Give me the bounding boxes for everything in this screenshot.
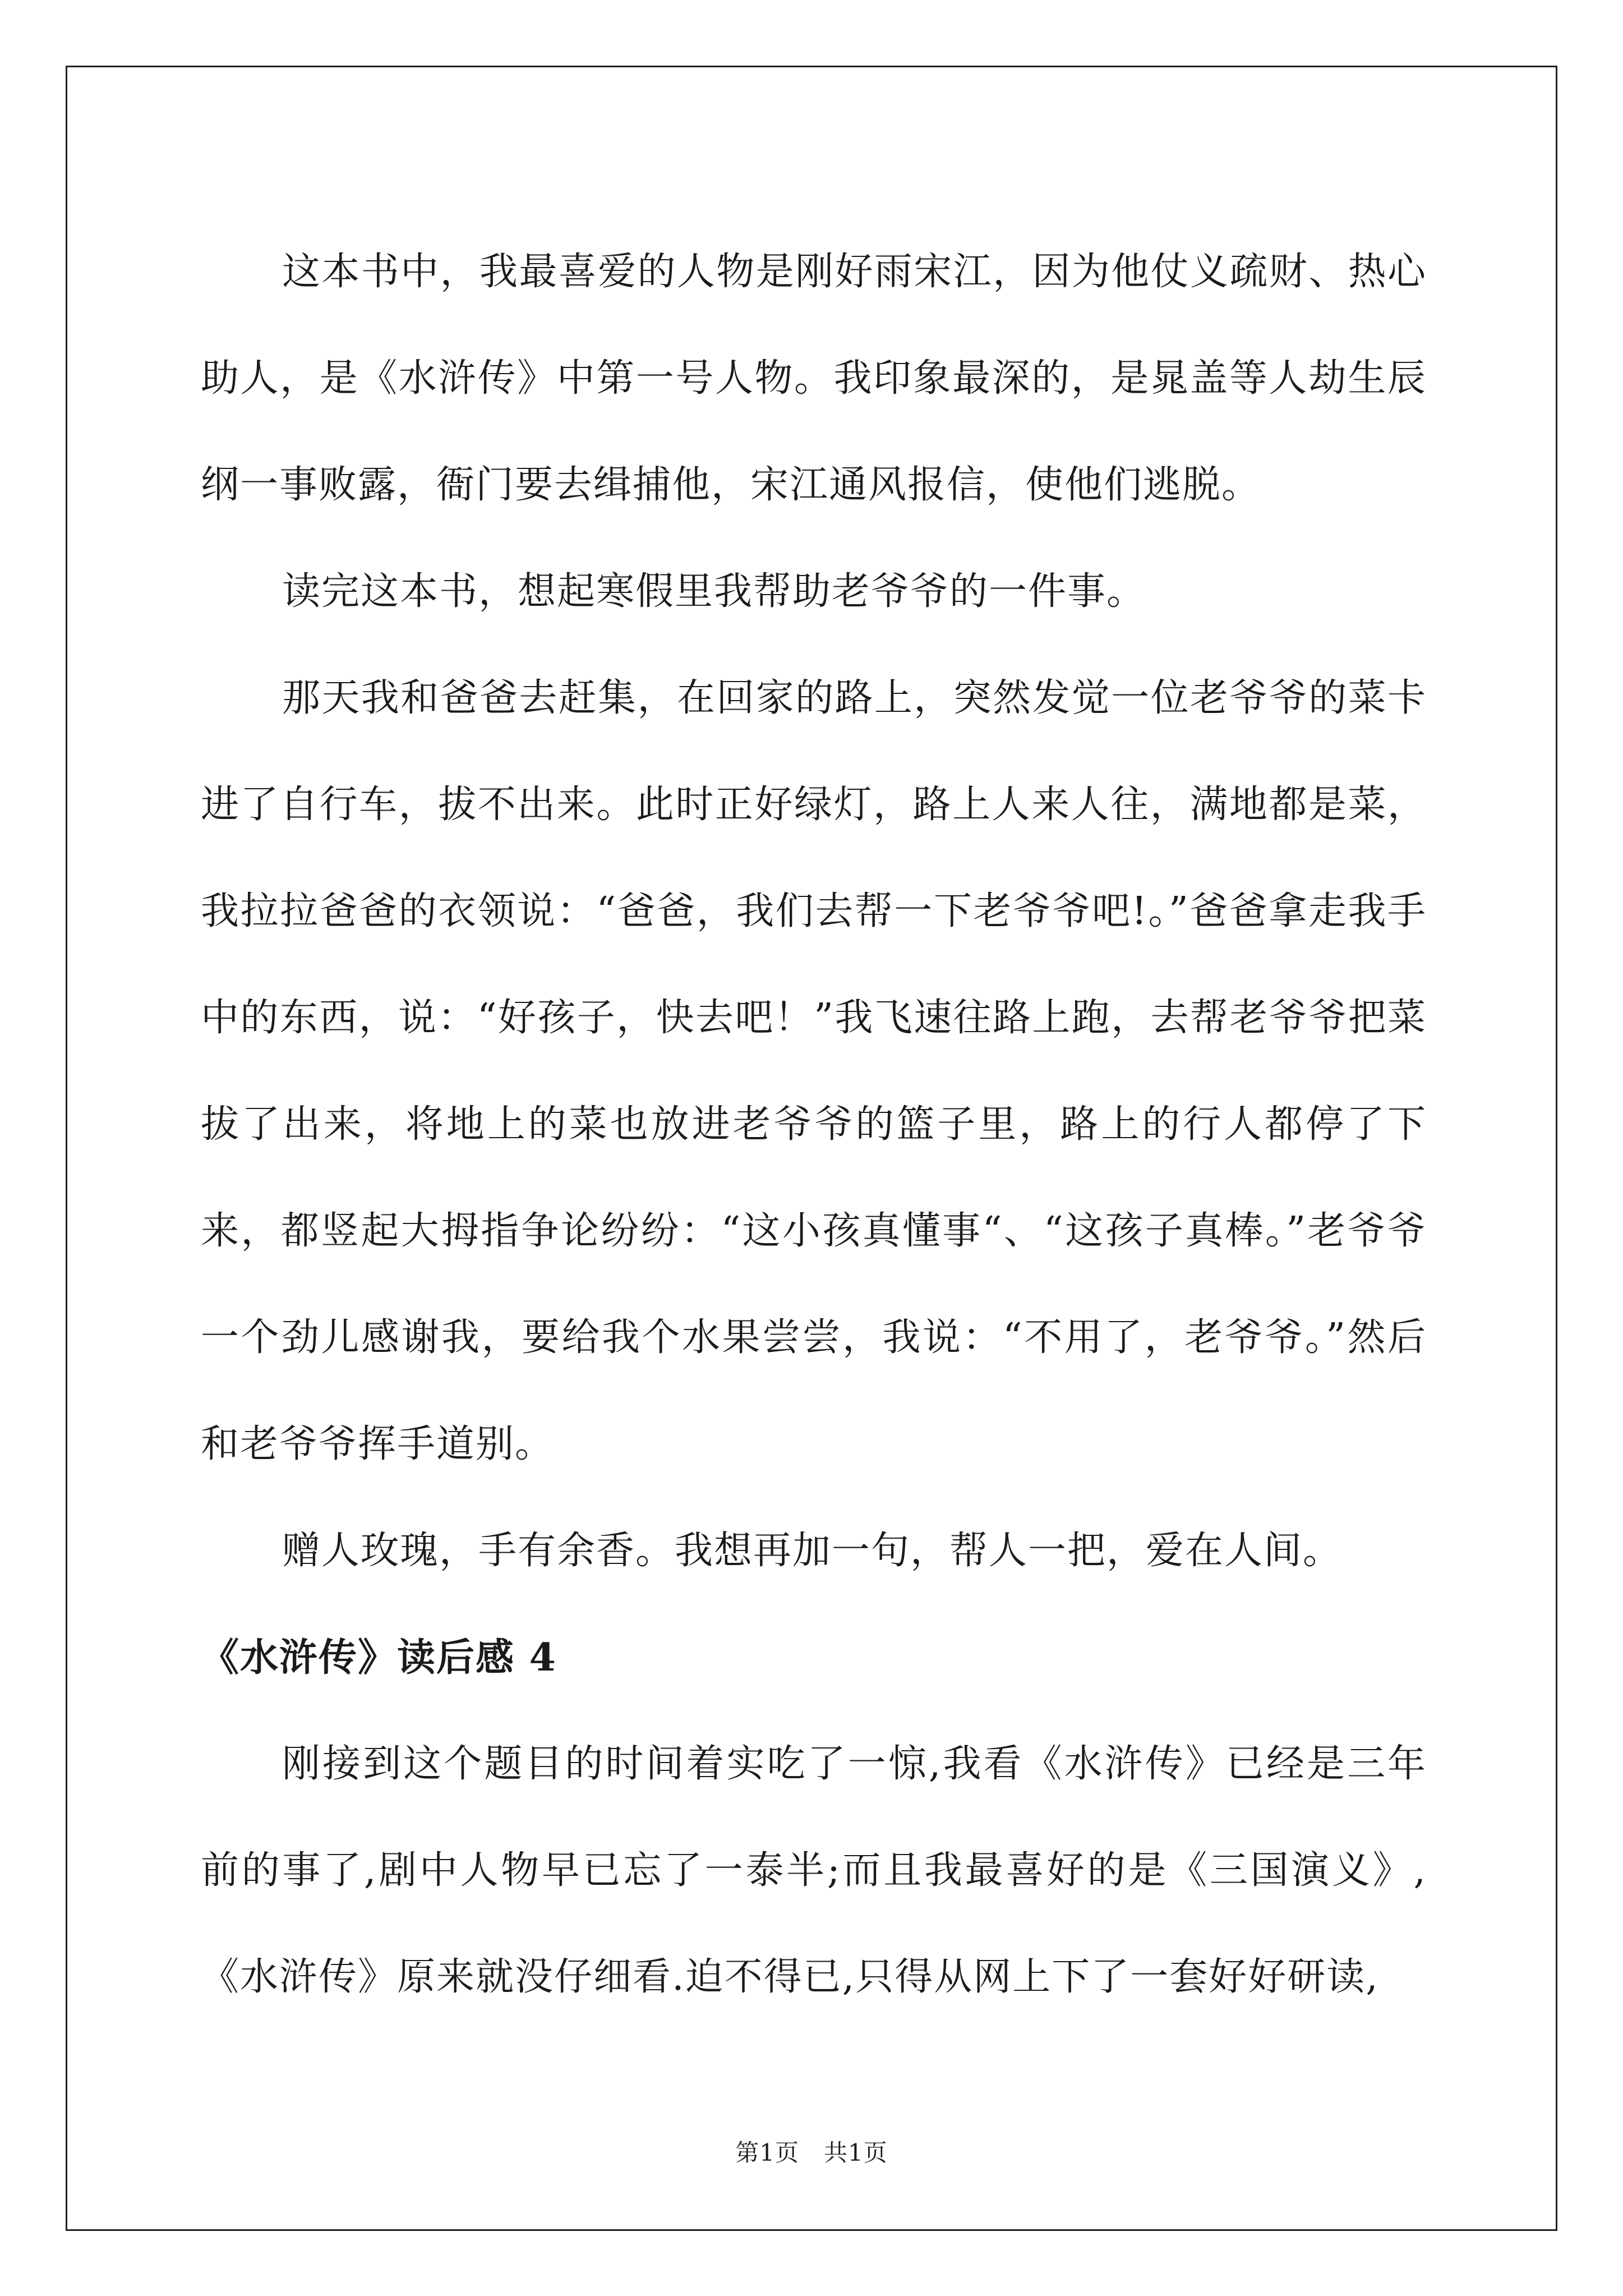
paragraph: 赠人玫瑰，手有余香。我想再加一句，帮人一把，爱在人间。 xyxy=(282,1529,1343,1573)
paragraph: 读完这本书，想起寒假里我帮助老爷爷的一件事。 xyxy=(282,569,1146,614)
paragraph: 这本书中，我最喜爱的人物是刚好雨宋江，因为他仗义疏财、热心助人，是《水浒传》中第一号人物。我印象最深的，是晁盖等人劫生辰纲一事败露，衙门要去缉捕他，宋江通风报信，使他们逃脱。 xyxy=(201,250,1427,507)
paragraph: 刚接到这个题目的时间着实吃了一惊,我看《水浒传》已经是三年前的事了,剧中人物早已忘了一泰半;而且我最喜好的是《三国演义》,《水浒传》原来就没仔细看.迫不得已,只得从网上下了一套好好研读, xyxy=(201,1742,1427,1999)
section-heading: 《水浒传》读后感 4 xyxy=(201,1635,557,1680)
page-number: 第1页 xyxy=(735,2139,799,2166)
paragraph: 那天我和爸爸去赶集，在回家的路上，突然发觉一位老爷爷的菜卡进了自行车，拔不出来。此时正好绿灯，路上人来人往，满地都是菜，我拉拉爸爸的衣领说：“爸爸，我们去帮一下老爷爷吧!。”爸爸拿走我手中的东西，说：“好孩子，快去吧！”我飞速往路上跑，去帮老爷爷把菜拔了出来，将地上的菜也放进老爷爷的篮子里，路上的行人都停了下来，都竖起大拇指争论纷纷：“这小孩真懂事“、“这孩子真棒。”老爷爷一个劲儿感谢我，要给我个水果尝尝，我说：“不用了，老爷爷。”然后和老爷爷挥手道别。 xyxy=(201,676,1427,1466)
document-body xyxy=(201,219,1427,2031)
page-footer xyxy=(0,2136,1623,2170)
page-total: 共1页 xyxy=(824,2139,888,2166)
